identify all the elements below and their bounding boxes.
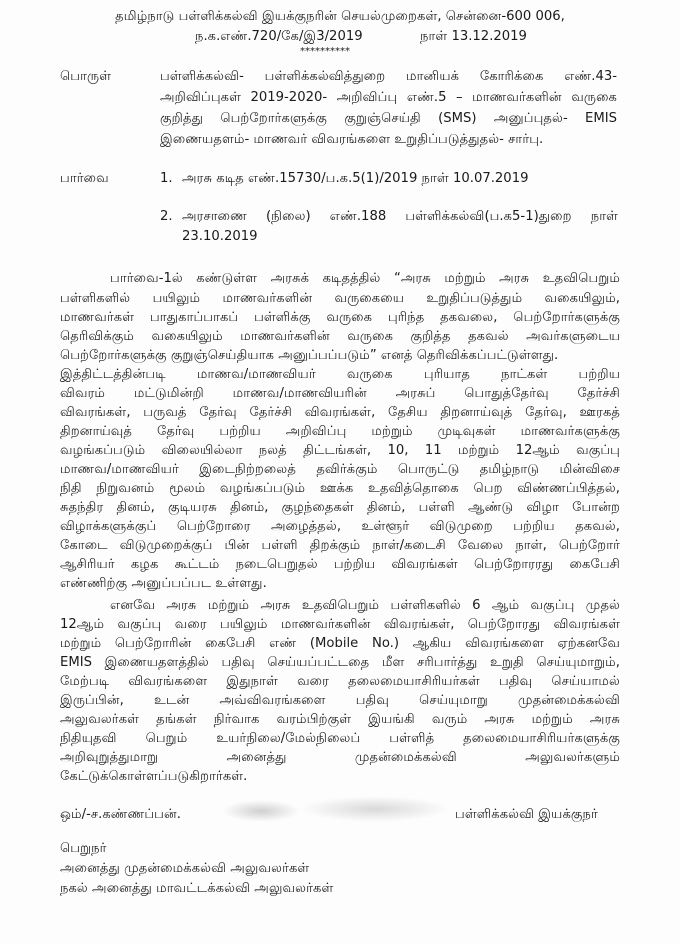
reference-item-1: அரசு கடித எண்.15730/ப.க.5(1)/2019 நாள் 10.07.2019 xyxy=(182,171,529,186)
recipient-line: நகல் அனைத்து மாவட்டக்கல்வி அலுவலர்கள் xyxy=(60,881,334,896)
paragraph-line: வழங்கப்படும் விலையில்லா நலத் திட்டங்கள், 10, 11 மற்றும் 12ஆம் வகுப்பு xyxy=(60,443,620,458)
paragraph-line: விவரம் மட்டுமின்றி மாணவ/மாணவியரின் அரசுப் பொதுத்தேர்வு தேர்ச்சி xyxy=(60,386,620,401)
paragraph-line: கேட்டுக்கொள்ளப்படுகிறார்கள். xyxy=(60,769,248,784)
paragraph-line: மேற்படி விவரங்களை இதுநாள் வரை தலைமையாசிரியர்கள் பதிவு செய்யாமல் xyxy=(60,674,620,689)
paragraph-line: தெரிவிக்கும் வகையிலும் மாணவர்களின் வருகை குறித்த தகவல் அவர்களுடைய xyxy=(60,329,620,344)
signed-by: ஒம்/-ச.கண்ணப்பன். xyxy=(60,807,181,822)
paragraph-line: பள்ளிகளில் பயிலும் மாணவர்களின் வருகையை உறுதிப்படுத்தும் வகையிலும், xyxy=(60,291,620,306)
paragraph-line: விவரங்கள், பருவத் தேர்வு தேர்ச்சி விவரங்கள், தேசிய திறனாய்வுத் தேர்வு, ஊரகத் xyxy=(60,405,620,420)
paragraph-line: EMIS இணையதளத்தில் பதிவு செய்யப்பட்டதை மீள சரிபார்த்து உறுதி செய்யுமாறும், xyxy=(60,655,620,670)
paragraph-line: திறனாய்வுத் தேர்வு பற்றிய அறிவிப்பு மற்றும் முடிவுகள் மாணவர்களுக்கு xyxy=(60,424,620,439)
paragraph-line: மற்றும் பெற்றோரின் கைபேசி எண் (Mobile No.) ஆகிய விவரங்களை ஏற்கனவே xyxy=(60,636,620,651)
paragraph-line: நிதியுதவி பெறும் உயர்நிலை/மேல்நிலைப் பள்ளித் தலைமையாசிரியர்களுக்கு xyxy=(60,731,620,746)
paragraph-line: சுதந்திர தினம், குடியரசு தினம், குழந்தைகள் தினம், பள்ளி ஆண்டு விழா போன்ற xyxy=(60,500,620,515)
recipients-label: பெறுநர் xyxy=(60,841,107,856)
paragraph-line: இருப்பின், உடன் அவ்விவரங்களை பதிவு செய்யுமாறு முதன்மைக்கல்வி xyxy=(60,693,620,708)
subject-line: குறித்து பெற்றோர்களுக்கு குறுஞ்செய்தி (SMS) அனுப்புதல்- EMIS xyxy=(160,111,617,126)
paragraph-line: எண்ணிற்கு அனுப்பப்பட உள்ளது. xyxy=(60,576,267,591)
paragraph-line: விழாக்களுக்குப் பெற்றோரை அழைத்தல், உள்ளூர் விடுமுறை பற்றிய தகவல், xyxy=(60,519,620,534)
paragraph-line: ஆசிரியர் கழக கூட்டம் நடைபெறுதல் பற்றிய விவரங்கள் பெற்றோரரது கைபேசி xyxy=(60,557,620,572)
signatory-designation: பள்ளிக்கல்வி இயக்குநர் xyxy=(455,807,598,822)
header-title: தமிழ்நாடு பள்ளிக்கல்வி இயக்குநரின் செயல்முறைகள், சென்னை-600 006, xyxy=(115,9,565,24)
references-label: பார்வை xyxy=(60,171,109,186)
signature-smudge xyxy=(222,800,300,822)
paragraph-line: 12ஆம் வகுப்பு வரை பயிலும் மாணவர்களின் விவரங்கள், பெற்றோரது விவரங்கள் xyxy=(60,617,620,632)
reference-number: ந.க.எண்.720/கே/இ3/2019 xyxy=(195,29,363,44)
paragraph-line: பார்வை-1ல் கண்டுள்ள அரசுக் கடிதத்தில் “அரசு மற்றும் அரசு உதவிபெறும் xyxy=(110,271,620,286)
subject-line: பள்ளிக்கல்வி- பள்ளிக்கல்வித்துறை மானியக் கோரிக்கை எண்.43- xyxy=(160,69,617,84)
reference-number-2: 2. xyxy=(160,209,173,224)
paragraph-line: கோடை விடுமுறைக்குப் பின் பள்ளி திறக்கும் நாள்/கடைசி வேலை நாள், பெற்றோர் xyxy=(60,538,620,553)
paragraph-line: இத்திட்டத்தின்படி மாணவ/மாணவியர் வருகை புரியாத நாட்கள் பற்றிய xyxy=(60,367,620,382)
subject-line: அறிவிப்புகள் 2019-2020- அறிவிப்பு எண்.5 – மாணவர்களின் வருகை xyxy=(160,90,617,105)
reference-item-2-cont: 23.10.2019 xyxy=(182,229,258,244)
reference-number-1: 1. xyxy=(160,171,173,186)
paragraph-line: அறிவுறுத்துமாறு அனைத்து முதன்மைக்கல்வி அலுவலர்களும் xyxy=(60,750,620,765)
letter-date: நாள் 13.12.2019 xyxy=(420,29,527,44)
subject-line: இணையதளம்- மாணவர் விவரங்களை உறுதிப்படுத்துதல்- சார்பு. xyxy=(160,132,544,147)
paragraph-line: மாணவர்கள் பாதுகாப்பாகப் பள்ளிக்கு வருகை புரிந்த தகவலை, பெற்றோர்களுக்கு xyxy=(60,310,620,325)
header-stars: ********** xyxy=(300,46,350,57)
paragraph-line: பெற்றோர்களுக்கு குறுஞ்செய்தியாக அனுப்பப்படும்” எனத் தெரிவிக்கப்பட்டுள்ளது. xyxy=(60,348,559,363)
reference-item-2: அரசாணை (நிலை) எண்.188 பள்ளிக்கல்வி(ப.க5-1)துறை நாள் xyxy=(182,209,618,224)
signature-smudge xyxy=(300,796,450,822)
paragraph-line: அலுவலர்கள் தங்கள் நிர்வாக வரம்பிற்குள் இயங்கி வரும் அரசு மற்றும் அரசு xyxy=(60,712,620,727)
recipient-line: அனைத்து முதன்மைக்கல்வி அலுவலர்கள் xyxy=(60,861,310,876)
paragraph-line: மாணவ/மாணவியர் இடைநிற்றலைத் தவிர்க்கும் பொருட்டு தமிழ்நாடு மின்விசை xyxy=(60,462,620,477)
paragraph-line: நிதி நிறுவனம் மூலம் வழங்கப்படும் ஊக்க உதவித்தொகை பெற விண்ணப்பித்தல், xyxy=(60,481,620,496)
subject-label: பொருள் xyxy=(60,69,112,84)
paragraph-line: எனவே அரசு மற்றும் அரசு உதவிபெறும் பள்ளிகளில் 6 ஆம் வகுப்பு முதல் xyxy=(110,598,620,613)
